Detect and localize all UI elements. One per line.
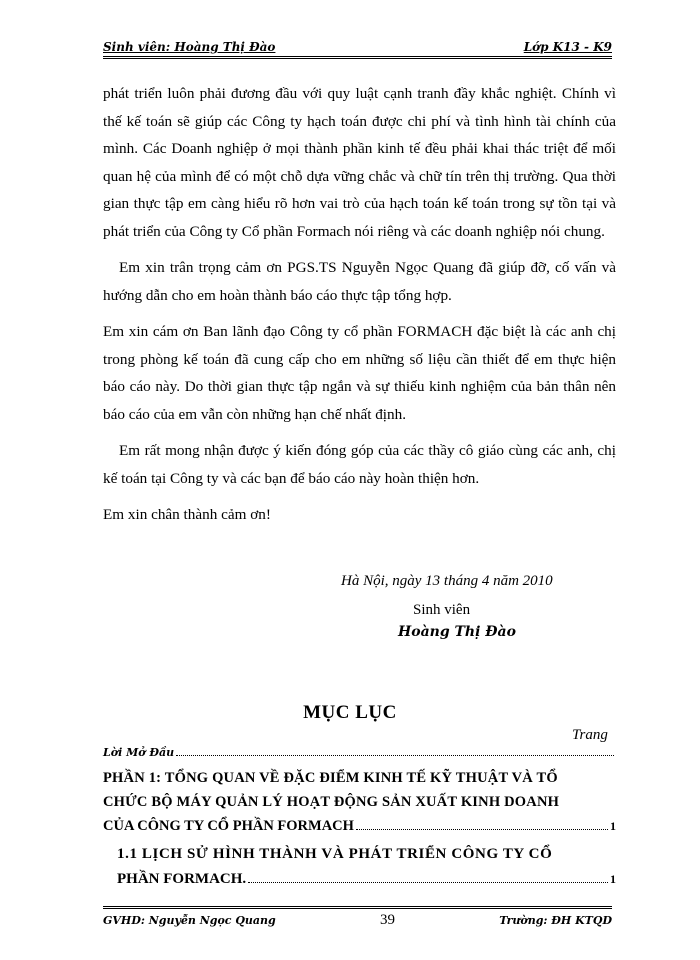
signature-name: Hoàng Thị Đào (398, 624, 516, 640)
toc-entry-intro[interactable] (103, 746, 616, 766)
header-class: Lớp K13 - K9 (523, 40, 612, 54)
paragraph-1: phát triển luôn phải đương đầu với quy luật cạnh tranh đầy khắc nghiệt. Chính vì thế kế toán sẽ giúp các Công ty hạch toán được chi phí và tình hình tài chính của mình. Các Doanh nghiệp ở mọi thành phần kinh tế đều phải khai thác triệt để mối quan hệ của mình để có một chỗ dựa vững chắc và chữ tín trên thị trường. Qua thời gian thực tập em càng hiểu rõ hơn vai trò của hạch toán kế toán trong sự tồn tại và phát triển của Công ty Cổ phần Formach nói riêng và các doanh nghiệp nói chung. (103, 85, 616, 240)
header-student: Sinh viên: Hoàng Thị Đào (103, 40, 276, 54)
toc-entry-line: CHỨC BỘ MÁY QUẢN LÝ HOẠT ĐỘNG SẢN XUẤT KINH DOANH (103, 794, 560, 810)
signature-date: Hà Nội, ngày 13 tháng 4 năm 2010 (341, 573, 553, 589)
page-header (103, 40, 612, 54)
toc-leader-dots (356, 829, 608, 830)
toc-entry-line: CỦA CÔNG TY CỔ PHẦN FORMACH (103, 818, 354, 834)
toc-entry-line: PHẦN 1: TỔNG QUAN VỀ ĐẶC ĐIỂM KINH TẾ KỸ THUẬT VÀ TỔ (103, 770, 558, 786)
toc-entry-label: Lời Mở Đầu (103, 746, 175, 759)
footer-page-number: 39 (379, 912, 395, 928)
toc-leader-dots (176, 755, 614, 756)
footer-divider (103, 906, 612, 909)
paragraph-2: Em xin trân trọng cảm ơn PGS.TS Nguyễn Ngọc Quang đã giúp đỡ, cố vấn và hướng dẫn cho em hoàn thành báo cáo thực tập tổng hợp. (103, 259, 616, 304)
page-footer (103, 912, 612, 929)
footer-school: Trường: ĐH KTQD (499, 914, 612, 927)
paragraph-4: Em rất mong nhận được ý kiến đóng góp của các thầy cô giáo cùng các anh, chị kế toán tại Công ty và các bạn để báo cáo này hoàn thiện hơn. (103, 442, 616, 487)
toc-entry-line: 1.1 LỊCH SỬ HÌNH THÀNH VÀ PHÁT TRIỂN CÔNG TY CỔ (117, 846, 553, 862)
footer-supervisor: GVHD: Nguyễn Ngọc Quang (103, 914, 276, 927)
toc-entry-line: PHẦN FORMACH. (117, 871, 247, 887)
body-text (103, 80, 616, 529)
toc-entry-part1[interactable] (103, 766, 616, 838)
paragraph-5: Em xin chân thành cảm ơn! (103, 506, 271, 523)
toc-title: MỤC LỤC (303, 702, 397, 723)
toc-entry-section-1-1[interactable] (117, 842, 616, 892)
toc-page-number: 1 (610, 872, 616, 886)
toc-page-header: Trang (572, 727, 608, 743)
header-divider (103, 56, 612, 59)
signature-role: Sinh viên (413, 602, 471, 618)
toc-leader-dots (248, 882, 608, 883)
paragraph-3: Em xin cám ơn Ban lãnh đạo Công ty cổ phần FORMACH đặc biệt là các anh chị trong phòng kế toán đã cung cấp cho em những số liệu cần thiết để em thực hiện báo cáo này. Do thời gian thực tập ngắn và sự thiếu kinh nghiệm của bản thân nên báo cáo của em vẫn còn những hạn chế nhất định. (103, 323, 616, 423)
table-of-contents (103, 746, 616, 892)
toc-page-number: 1 (610, 819, 616, 833)
